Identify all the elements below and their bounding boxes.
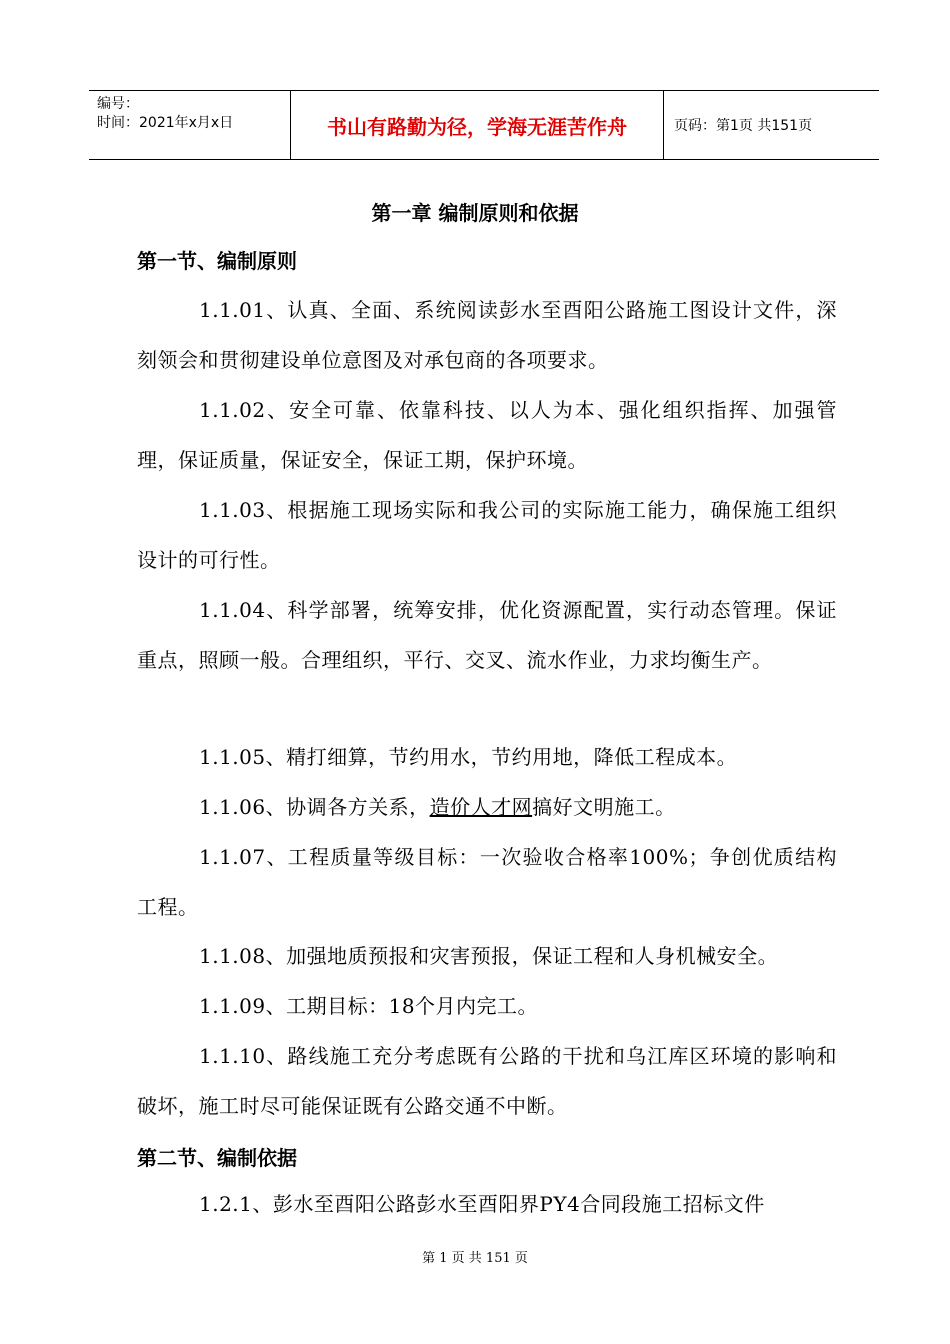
cost-talent-link[interactable]: 造价人才网 [429,795,533,819]
page-footer: 第 1 页 共 151 页 [422,1251,528,1266]
section-title: 第二节、编制依据 [137,1146,297,1170]
paragraph: 1.1.08、加强地质预报和灾害预报，保证工程和人身机械安全。 [199,944,779,968]
document-time-label: 时间：2021年x月x日 [97,115,234,131]
paragraph-text: 搞好文明施工。 [532,795,676,819]
paragraph: 1.1.10、路线施工充分考虑既有公路的干扰和乌江库区环境的影响和破坏，施工时尽可能保证既有公路交通不中断。 [137,1044,837,1118]
paragraph [137,782,837,832]
paragraph: 1.1.05、精打细算，节约用水，节约用地，降低工程成本。 [199,745,738,769]
paragraph-text: 1.1.06、协调各方关系， [199,795,430,819]
paragraph: 1.2.1、彭水至酉阳公路彭水至酉阳界PY4合同段施工招标文件 [199,1192,765,1216]
paragraph: 1.1.01、认真、全面、系统阅读彭水至酉阳公路施工图设计文件，深刻领会和贯彻建设单位意图及对承包商的各项要求。 [137,298,837,372]
paragraph: 1.1.03、根据施工现场实际和我公司的实际施工能力，确保施工组织设计的可行性。 [137,498,837,572]
header-page-info: 页码：第1页 共151页 [674,118,813,134]
paragraph: 1.1.07、工程质量等级目标：一次验收合格率100%；争创优质结构工程。 [137,845,837,919]
header-meta [89,91,291,159]
document-number-label: 编号： [97,96,139,112]
header-motto: 书山有路勤为径，学海无涯苦作舟 [291,91,664,159]
section-title: 第一节、编制原则 [137,249,297,273]
paragraph: 1.1.09、工期目标：18个月内完工。 [199,994,539,1018]
chapter-title: 第一章 编制原则和依据 [371,201,579,225]
paragraph: 1.1.04、科学部署，统筹安排，优化资源配置，实行动态管理。保证重点，照顾一般。合理组织，平行、交叉、流水作业，力求均衡生产。 [137,598,837,672]
paragraph: 1.1.02、安全可靠、依靠科技、以人为本、强化组织指挥、加强管理，保证质量，保证安全，保证工期，保护环境。 [137,398,837,472]
header-table [89,90,879,160]
